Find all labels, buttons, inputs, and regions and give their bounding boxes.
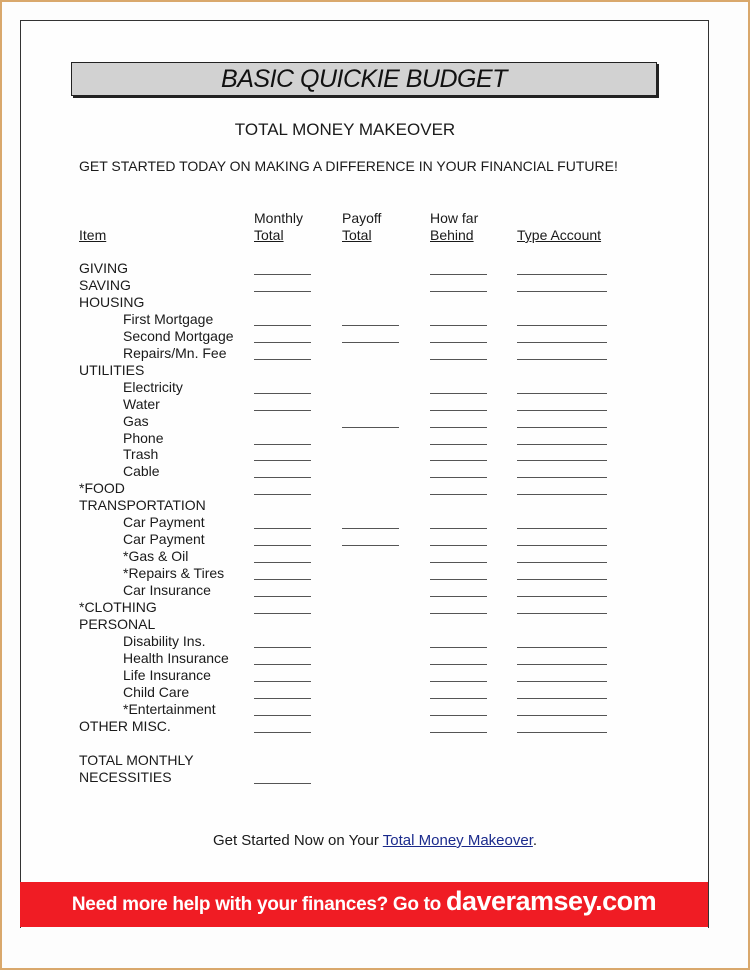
row-label: Repairs/Mn. Fee [123, 344, 227, 361]
monthly-total-blank[interactable] [254, 664, 311, 665]
how-far-behind-blank[interactable] [430, 325, 487, 326]
type-account-blank[interactable] [517, 647, 607, 648]
budget-row [0, 396, 750, 413]
how-far-behind-blank[interactable] [430, 342, 487, 343]
row-label: Phone [123, 429, 164, 446]
row-label: UTILITIES [79, 361, 145, 378]
row-label: *FOOD [79, 480, 125, 497]
monthly-total-blank[interactable] [254, 732, 311, 733]
type-account-blank[interactable] [517, 460, 607, 461]
row-label: Child Care [123, 683, 190, 700]
type-account-blank[interactable] [517, 579, 607, 580]
monthly-total-blank[interactable] [254, 698, 311, 699]
monthly-total-blank[interactable] [254, 359, 311, 360]
payoff-total-blank[interactable] [342, 342, 399, 343]
monthly-total-blank[interactable] [254, 393, 311, 394]
row-label: Trash [123, 446, 159, 463]
monthly-total-blank[interactable] [254, 444, 311, 445]
column-header-type-account: Type Account [517, 227, 602, 243]
row-label: First Mortgage [123, 310, 214, 327]
budget-row [0, 599, 750, 616]
budget-row [0, 769, 750, 786]
type-account-blank[interactable] [517, 477, 607, 478]
how-far-behind-blank[interactable] [430, 444, 487, 445]
row-label: PERSONAL [79, 615, 156, 632]
budget-row [0, 752, 750, 769]
monthly-total-blank[interactable] [254, 274, 311, 275]
type-account-blank[interactable] [517, 342, 607, 343]
monthly-total-blank[interactable] [254, 291, 311, 292]
budget-row [0, 345, 750, 362]
payoff-total-blank[interactable] [342, 427, 399, 428]
row-label: TOTAL MONTHLY [79, 751, 194, 768]
budget-row [0, 616, 750, 633]
payoff-total-blank[interactable] [342, 325, 399, 326]
monthly-total-blank[interactable] [254, 342, 311, 343]
budget-row [0, 548, 750, 565]
how-far-behind-blank[interactable] [430, 613, 487, 614]
budget-row [0, 701, 750, 718]
budget-row [0, 311, 750, 328]
row-label: Car Payment [123, 531, 205, 548]
column-header-payoff-total: Payoff Total [342, 210, 382, 243]
how-far-behind-blank[interactable] [430, 579, 487, 580]
row-label: *Repairs & Tires [123, 565, 225, 582]
total-money-makeover-link[interactable]: Total Money Makeover [382, 832, 533, 849]
budget-row [0, 718, 750, 735]
type-account-blank[interactable] [517, 698, 607, 699]
type-account-blank[interactable] [517, 325, 607, 326]
how-far-behind-blank[interactable] [430, 393, 487, 394]
type-account-blank[interactable] [517, 732, 607, 733]
column-header-monthly-total: Monthly Total [254, 210, 304, 243]
monthly-total-blank[interactable] [254, 494, 311, 495]
how-far-behind-blank[interactable] [430, 460, 487, 461]
budget-row [0, 667, 750, 684]
how-far-behind-blank[interactable] [430, 698, 487, 699]
column-header-how-far-behind: How far Behind [430, 210, 479, 243]
row-label: TRANSPORTATION [79, 497, 206, 514]
row-label: Electricity [123, 378, 183, 395]
how-far-behind-blank[interactable] [430, 732, 487, 733]
type-account-blank[interactable] [517, 596, 607, 597]
budget-row [0, 413, 750, 430]
row-label: NECESSITIES [79, 768, 172, 785]
column-header-item: Item [79, 227, 107, 243]
budget-row [0, 446, 750, 463]
monthly-total-blank[interactable] [254, 460, 311, 461]
type-account-blank[interactable] [517, 359, 607, 360]
budget-row [0, 362, 750, 379]
monthly-total-blank[interactable] [254, 783, 311, 784]
payoff-total-blank[interactable] [342, 545, 399, 546]
row-label: Cable [123, 463, 160, 480]
row-label: Second Mortgage [123, 327, 234, 344]
row-label: *CLOTHING [79, 599, 157, 615]
budget-row [0, 565, 750, 582]
row-label: Life Insurance [123, 666, 211, 683]
how-far-behind-blank[interactable] [430, 681, 487, 682]
type-account-blank[interactable] [517, 444, 607, 445]
budget-row [0, 430, 750, 447]
subtitle: TOTAL MONEY MAKEOVER [234, 120, 456, 139]
monthly-total-blank[interactable] [254, 545, 311, 546]
how-far-behind-blank[interactable] [430, 528, 487, 529]
type-account-blank[interactable] [517, 715, 607, 716]
how-far-behind-blank[interactable] [430, 274, 487, 275]
budget-row [0, 497, 750, 514]
how-far-behind-blank[interactable] [430, 545, 487, 546]
how-far-behind-blank[interactable] [430, 596, 487, 597]
row-label: Car Payment [123, 514, 205, 531]
how-far-behind-blank[interactable] [430, 359, 487, 360]
monthly-total-blank[interactable] [254, 477, 311, 478]
payoff-total-blank[interactable] [342, 528, 399, 529]
budget-row [0, 260, 750, 277]
budget-row [0, 379, 750, 396]
type-account-blank[interactable] [517, 274, 607, 275]
how-far-behind-blank[interactable] [430, 647, 487, 648]
monthly-total-blank[interactable] [254, 579, 311, 580]
row-label: Disability Ins. [123, 632, 206, 649]
how-far-behind-blank[interactable] [430, 410, 487, 411]
how-far-behind-blank[interactable] [430, 715, 487, 716]
monthly-total-blank[interactable] [254, 528, 311, 529]
monthly-total-blank[interactable] [254, 681, 311, 682]
budget-row [0, 328, 750, 345]
tagline: GET STARTED TODAY ON MAKING A DIFFERENCE IN YOUR FINANCIAL FUTURE! [79, 158, 618, 174]
document-title: BASIC QUICKIE BUDGET [221, 65, 507, 93]
monthly-total-blank[interactable] [254, 410, 311, 411]
banner-site-link[interactable]: daveramsey.com [445, 886, 657, 916]
type-account-blank[interactable] [517, 562, 607, 563]
how-far-behind-blank[interactable] [430, 477, 487, 478]
row-label: HOUSING [79, 293, 145, 310]
type-account-blank[interactable] [517, 393, 607, 394]
budget-row [0, 582, 750, 599]
budget-row [0, 650, 750, 667]
banner-text: Need more help with your finances? Go to [71, 894, 446, 915]
row-label: SAVING [79, 276, 131, 293]
type-account-blank[interactable] [517, 545, 607, 546]
row-label: *Entertainment [123, 700, 216, 717]
monthly-total-blank[interactable] [254, 647, 311, 648]
row-label: Car Insurance [123, 582, 211, 599]
type-account-blank[interactable] [517, 528, 607, 529]
row-label: *Gas & Oil [123, 548, 189, 565]
row-label: Health Insurance [123, 649, 229, 666]
row-label: Gas [123, 412, 149, 429]
how-far-behind-blank[interactable] [430, 562, 487, 563]
how-far-behind-blank[interactable] [430, 291, 487, 292]
row-label: Water [123, 395, 160, 412]
monthly-total-blank[interactable] [254, 596, 311, 597]
row-label: OTHER MISC. [79, 717, 171, 734]
how-far-behind-blank[interactable] [430, 427, 487, 428]
title-banner [71, 62, 657, 96]
how-far-behind-blank[interactable] [430, 494, 487, 495]
budget-row [0, 277, 750, 294]
type-account-blank[interactable] [517, 494, 607, 495]
budget-row [0, 684, 750, 701]
budget-row [0, 294, 750, 311]
type-account-blank[interactable] [517, 664, 607, 665]
type-account-blank[interactable] [517, 291, 607, 292]
type-account-blank[interactable] [517, 681, 607, 682]
budget-row [0, 531, 750, 548]
budget-row [0, 633, 750, 650]
monthly-total-blank[interactable] [254, 613, 311, 614]
budget-row [0, 480, 750, 497]
type-account-blank[interactable] [517, 613, 607, 614]
monthly-total-blank[interactable] [254, 325, 311, 326]
type-account-blank[interactable] [517, 427, 607, 428]
footer-cta: Get Started Now on Your Total Money Makeover. [212, 832, 538, 849]
monthly-total-blank[interactable] [254, 715, 311, 716]
type-account-blank[interactable] [517, 410, 607, 411]
budget-row [0, 735, 750, 752]
budget-row [0, 463, 750, 480]
budget-row [0, 514, 750, 531]
help-banner[interactable] [20, 882, 708, 927]
row-label: GIVING [79, 260, 129, 276]
how-far-behind-blank[interactable] [430, 664, 487, 665]
monthly-total-blank[interactable] [254, 562, 311, 563]
